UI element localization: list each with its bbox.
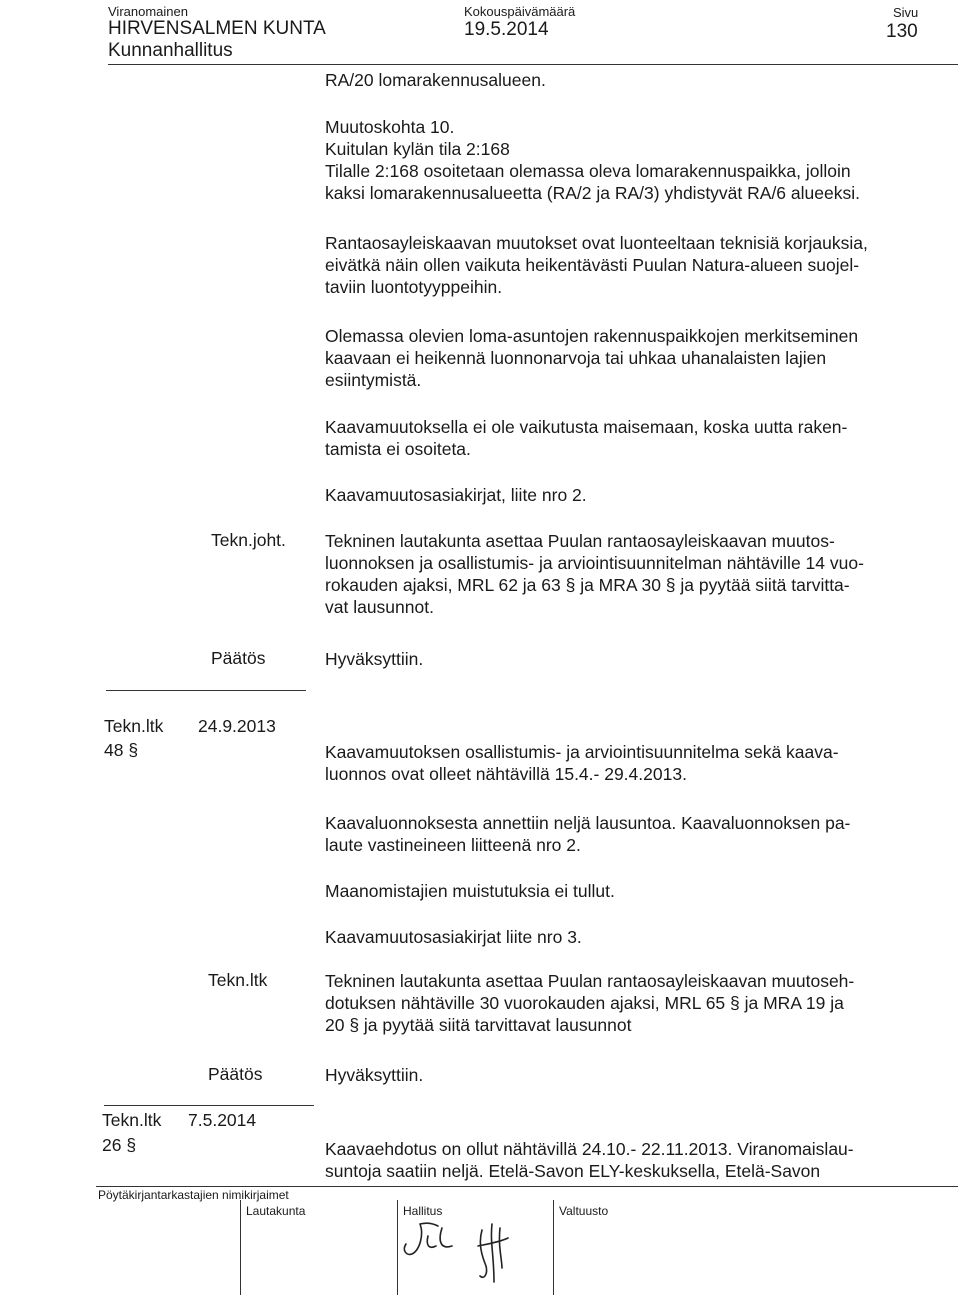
- paragraph-2-line: Kuitulan kylän tila 2:168: [325, 139, 510, 159]
- ref1-section: 48 §: [104, 740, 139, 760]
- header-divider: [108, 64, 958, 65]
- paragraph-2: [325, 116, 955, 204]
- ref1-date: 24.9.2013: [198, 716, 276, 736]
- paragraph-7-line: luonnoksen ja osallistumis- ja arviointisuunnitelman nähtäville 14 vuo-: [325, 553, 864, 573]
- paragraph-9: [325, 812, 955, 856]
- paragraph-3-line: eivätkä näin ollen vaikuta heikentävästi Puulan Natura-alueen suojel-: [325, 255, 860, 275]
- paragraph-3: [325, 232, 955, 298]
- paragraph-7-line: Tekninen lautakunta asettaa Puulan rantaosayleiskaavan muutos-: [325, 531, 835, 551]
- body-name: Kunnanhallitus: [108, 40, 233, 61]
- footer-col-rule-1: [240, 1200, 241, 1295]
- ref2-section: 26 §: [102, 1135, 137, 1155]
- footer-col-rule-3: [553, 1200, 554, 1295]
- paragraph-3-line: taviin luontotyyppeihin.: [325, 277, 503, 297]
- footer-title: Pöytäkirjantarkastajien nimikirjaimet: [98, 1188, 289, 1202]
- paragraph-13-line: suntoja saatiin neljä. Etelä-Savon ELY-keskuksella, Etelä-Savon: [325, 1161, 821, 1181]
- paragraph-2-line: Tilalle 2:168 osoitetaan olemassa oleva lomarakennuspaikka, jolloin: [325, 161, 851, 181]
- paragraph-9-line: Kaavaluonnoksesta annettiin neljä lausuntoa. Kaavaluonnoksen pa-: [325, 813, 851, 833]
- footer-col-valtuusto: Valtuusto: [559, 1204, 609, 1218]
- paragraph-9-line: laute vastineineen liitteenä nro 2.: [325, 835, 581, 855]
- ref2-date: 7.5.2014: [188, 1110, 257, 1130]
- paragraph-11: Kaavamuutosasiakirjat liite nro 3.: [325, 927, 582, 947]
- footer-divider: [96, 1186, 958, 1187]
- meeting-date: 19.5.2014: [464, 19, 549, 40]
- paragraph-5-line: Kaavamuutoksella ei ole vaikutusta maisemaan, koska uutta raken-: [325, 417, 848, 437]
- paragraph-7-line: vat lausunnot.: [325, 597, 434, 617]
- footer-col-lautakunta: Lautakunta: [246, 1204, 306, 1218]
- label-tekn-ltk: Tekn.ltk: [208, 970, 268, 990]
- paragraph-2-line: kaksi lomarakennusalueetta (RA/2 ja RA/3) yhdistyvät RA/6 alueeksi.: [325, 183, 860, 203]
- paragraph-4-line: esiintymistä.: [325, 370, 422, 390]
- paragraph-13-line: Kaavaehdotus on ollut nähtävillä 24.10.- 22.11.2013. Viranomaislau-: [325, 1139, 854, 1159]
- page-caption: Sivu: [893, 5, 919, 20]
- paragraph-8-line: Kaavamuutoksen osallistumis- ja arviointisuunnitelma sekä kaava-: [325, 742, 839, 762]
- paragraph-1: RA/20 lomarakennusalueen.: [325, 70, 546, 90]
- label-paatos-2: Päätös: [208, 1064, 263, 1084]
- paragraph-4-line: kaavaan ei heikennä luonnonarvoja tai uhkaa uhanalaisten lajien: [325, 348, 827, 368]
- label-tekn-joht: Tekn.joht.: [211, 530, 286, 550]
- paragraph-12: [325, 970, 955, 1036]
- paragraph-8-line: luonnos ovat olleet nähtävillä 15.4.- 29.4.2013.: [325, 764, 687, 784]
- page-number: 130: [886, 21, 918, 42]
- label-paatos-1: Päätös: [211, 648, 266, 668]
- paragraph-12-line: Tekninen lautakunta asettaa Puulan rantaosayleiskaavan muutoseh-: [325, 971, 855, 991]
- footer-col-hallitus: Hallitus: [403, 1204, 443, 1218]
- paragraph-5: [325, 416, 955, 460]
- paragraph-13: [325, 1138, 955, 1182]
- paragraph-12-line: dotuksen nähtäville 30 vuorokauden ajaksi, MRL 65 § ja MRA 19 ja: [325, 993, 844, 1013]
- ref2-committee: Tekn.ltk: [102, 1110, 162, 1130]
- handwritten-initials: [398, 1216, 538, 1291]
- paragraph-4: [325, 325, 955, 391]
- paragraph-4-line: Olemassa olevien loma-asuntojen rakennuspaikkojen merkitseminen: [325, 326, 859, 346]
- org-name: HIRVENSALMEN KUNTA: [108, 18, 326, 39]
- decision-2: Hyväksyttiin.: [325, 1065, 424, 1085]
- paragraph-12-line: 20 § ja pyytää siitä tarvittavat lausunnot: [325, 1015, 632, 1035]
- section-divider-2: [104, 1105, 314, 1106]
- paragraph-10: Maanomistajien muistutuksia ei tullut.: [325, 881, 615, 901]
- paragraph-8: [325, 741, 955, 785]
- paragraph-3-line: Rantaosayleiskaavan muutokset ovat luonteeltaan teknisiä korjauksia,: [325, 233, 868, 253]
- paragraph-7-line: rokauden ajaksi, MRL 62 ja 63 § ja MRA 30 § ja pyytää siitä tarvitta-: [325, 575, 850, 595]
- paragraph-7: [325, 530, 955, 618]
- decision-1: Hyväksyttiin.: [325, 649, 424, 669]
- section-divider-1: [106, 690, 306, 691]
- date-caption: Kokouspäivämäärä: [464, 4, 576, 19]
- paragraph-2-line: Muutoskohta 10.: [325, 117, 455, 137]
- org-caption: Viranomainen: [108, 4, 188, 19]
- paragraph-6: Kaavamuutosasiakirjat, liite nro 2.: [325, 485, 587, 505]
- ref1-committee: Tekn.ltk: [104, 716, 164, 736]
- paragraph-5-line: tamista ei osoiteta.: [325, 439, 471, 459]
